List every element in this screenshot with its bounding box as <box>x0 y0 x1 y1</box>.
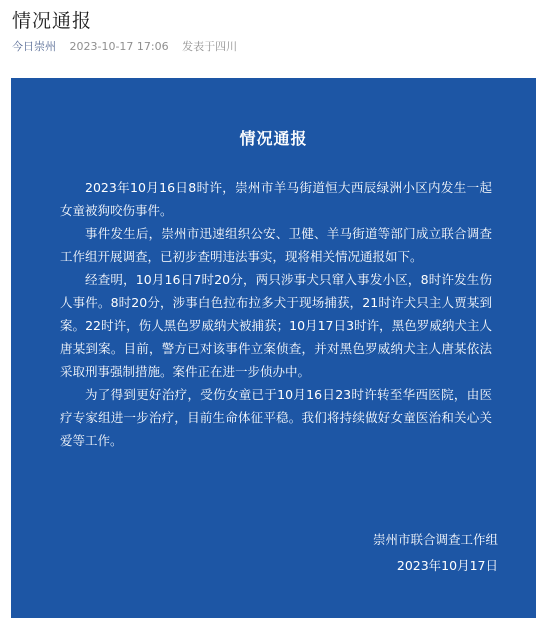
notice-paragraph: 2023年10月16日8时许，崇州市羊马街道恒大西辰绿洲小区内发生一起女童被狗咬伤事件。 <box>60 180 492 218</box>
signature-date: 2023年10月17日 <box>396 558 498 573</box>
notice-paragraph: 经查明，10月16日7时20分，两只涉事犬只窜入事发小区，8时许发生伤人事件。8时20分，涉事白色拉布拉多犬于现场捕获，21时许犬只主人贾某到案。22时许，伤人黑色罗威纳犬被捕获；10月17日3时许，黑色罗威纳犬主人唐某到案。目前，警方已对该事件立案侦查，并对黑色罗威纳犬主人唐某依法采取刑事强制措施。案件正在进一步侦办中。 <box>60 272 492 379</box>
publish-location: 发表于四川 <box>182 40 238 53</box>
notice-body <box>60 176 492 452</box>
article-meta <box>12 38 247 54</box>
notice-paragraph: 事件发生后，崇州市迅速组织公安、卫健、羊马街道等部门成立联合调查工作组开展调查，已初步查明违法事实，现将相关情况通报如下。 <box>60 226 492 264</box>
article-title: 情况通报 <box>12 10 93 32</box>
notice-signature <box>373 527 498 579</box>
notice-heading: 情况通报 <box>239 129 308 148</box>
notice-image <box>11 78 536 618</box>
notice-paragraph: 为了得到更好治疗，受伤女童已于10月16日23时许转至华西医院，由医疗专家组进一步治疗，目前生命体征平稳。我们将持续做好女童医治和关心关爱等工作。 <box>60 387 492 448</box>
signature-org: 崇州市联合调查工作组 <box>372 532 498 547</box>
publish-datetime: 2023-10-17 17:06 <box>69 40 169 53</box>
account-name-link[interactable]: 今日崇州 <box>12 40 56 53</box>
